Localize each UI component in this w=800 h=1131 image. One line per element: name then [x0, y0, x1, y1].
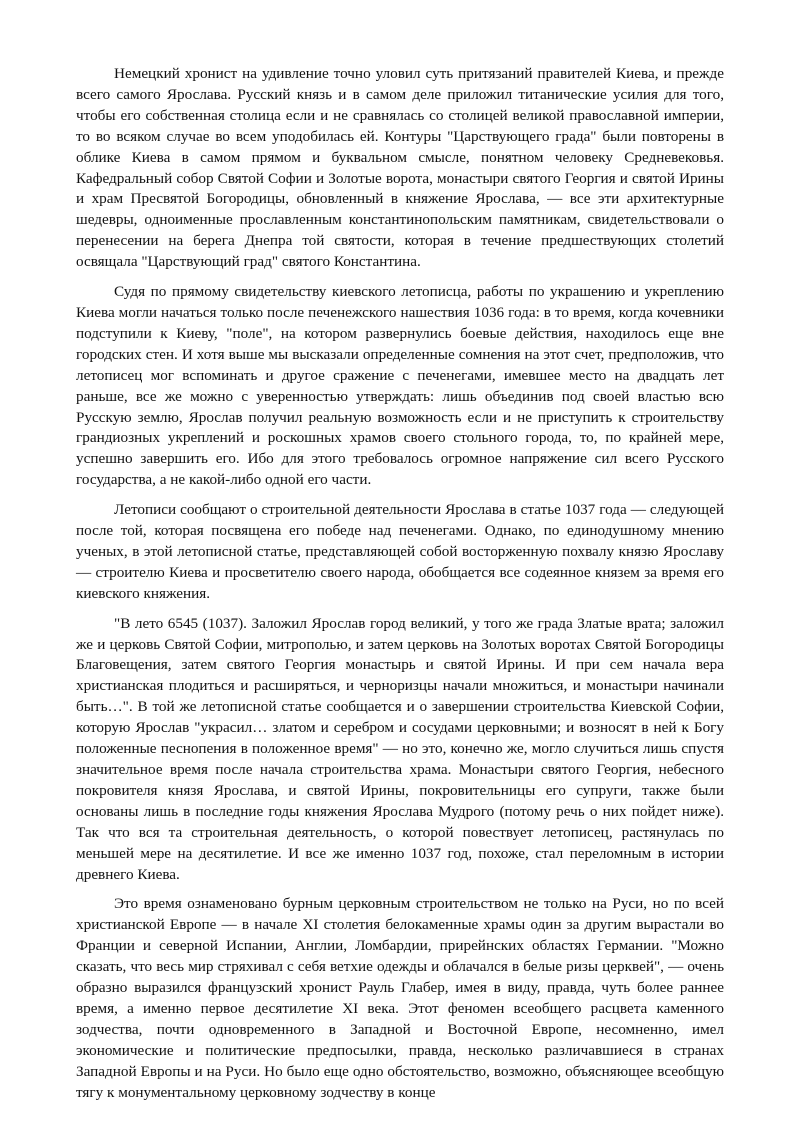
paragraph-4: "В лето 6545 (1037). Заложил Ярослав город великий, у того же града Златые врата; заложил же и церковь Святой Софии, митрополью, и затем церковь на Золотых воротах Святой Богородицы Благовещения, затем святого Георгия монастырь и святой Ирины. И при сем начала вера христианская плодиться и расширяться, и черноризцы начали множиться, и монастыри начинали быть…". В той же летописной статье сообщается и о завершении строительства Киевской Софии, которую Ярослав "украсил… златом и серебром и сосудами церковными; и возносят в ней к Богу положенные песнопения в положенное время" — но это, конечно же, могло случиться лишь спустя значительное время после начала строительства храма. Монастыри святого Георгия, небесного покровителя князя Ярослава, и святой Ирины, покровительницы его супруги, также были основаны лишь в последние годы княжения Ярослава Мудрого (потому речь о них пойдет ниже). Так что вся та строительная деятельность, о которой повествует летописец, растянулась по меньшей мере на десятилетие. И все же именно 1037 год, похоже, стал переломным в истории древнего Киева. — [76, 614, 724, 883]
paragraph-1: Немецкий хронист на удивление точно уловил суть притязаний правителей Киева, и прежде всего самого Ярослава. Русский князь и в самом деле приложил титанические усилия для того, чтобы его собственная столица если и не сравнялась со столицей великой православной империи, то во всяком случае во всем уподобилась ей. Контуры "Царствующего града" были повторены в облике Киева в самом прямом и буквальном смысле, понятном человеку Средневековья. Кафедральный собор Святой Софии и Золотые ворота, монастыри святого Георгия и святой Ирины и храм Пресвятой Богородицы, обновленный в княжение Ярослава, — все эти архитектурные шедевры, одноименные прославленным константинопольским памятникам, свидетельствовали о перенесении на берега Днепра той святости, которая в течение предшествующих столетий освящала "Царствующий град" святого Константина. — [76, 65, 724, 271]
paragraph-5: Это время ознаменовано бурным церковным строительством не только на Руси, но по всей христианской Европе — в начале XI столетия белокаменные храмы один за другим вырастали во Франции и северной Испании, Англии, Ломбардии, прирейнских областях Германии. "Можно сказать, что весь мир стряхивал с себя ветхие одежды и облачался в белые ризы церквей", — очень образно выразился французский хронист Рауль Глабер, имея в виду, правда, чуть более раннее время, а именно первое десятилетие XI века. Этот феномен всеобщего расцвета каменного зодчества, почти одновременного в Западной и Восточной Европе, несомненно, имел экономические и политические предпосылки, правда, несколько различавшиеся в странах Западной Европы и на Руси. Но было еще одно обстоятельство, возможно, объясняющее всеобщую тягу к монументальному церковному зодчеству в конце — [76, 895, 724, 1101]
paragraph-3: Летописи сообщают о строительной деятельности Ярослава в статье 1037 года — следующей после той, которая посвящена его победе над печенегами. Однако, по единодушному мнению ученых, в этой летописной статье, представляющей собой восторженную похвалу князю Ярославу — строителю Киева и просветителю своего народа, обобщается все содеянное князем за время его киевского княжения. — [76, 501, 724, 602]
document-page — [76, 64, 724, 1113]
paragraph-2: Судя по прямому свидетельству киевского летописца, работы по украшению и укреплению Киева могли начаться только после печенежского нашествия 1036 года: в то время, когда кочевники подступили к Киеву, "поле", на котором развернулись боевые действия, находилось еще вне городских стен. И хотя выше мы высказали определенные сомнения на этот счет, предположив, что летописец мог вспоминать и другое сражение с печенегами, имевшее место на двадцать лет раньше, все же можно с уверенностью утверждать: лишь объединив под своей властью всю Русскую землю, Ярослав получил реальную возможность если и не приступить к строительству грандиозных укреплений и роскошных храмов своего стольного города, то, по крайней мере, успешно завершить его. Ибо для этого требовалось огромное напряжение сил всего Русского государства, а не какой-либо одной его части. — [76, 283, 724, 489]
